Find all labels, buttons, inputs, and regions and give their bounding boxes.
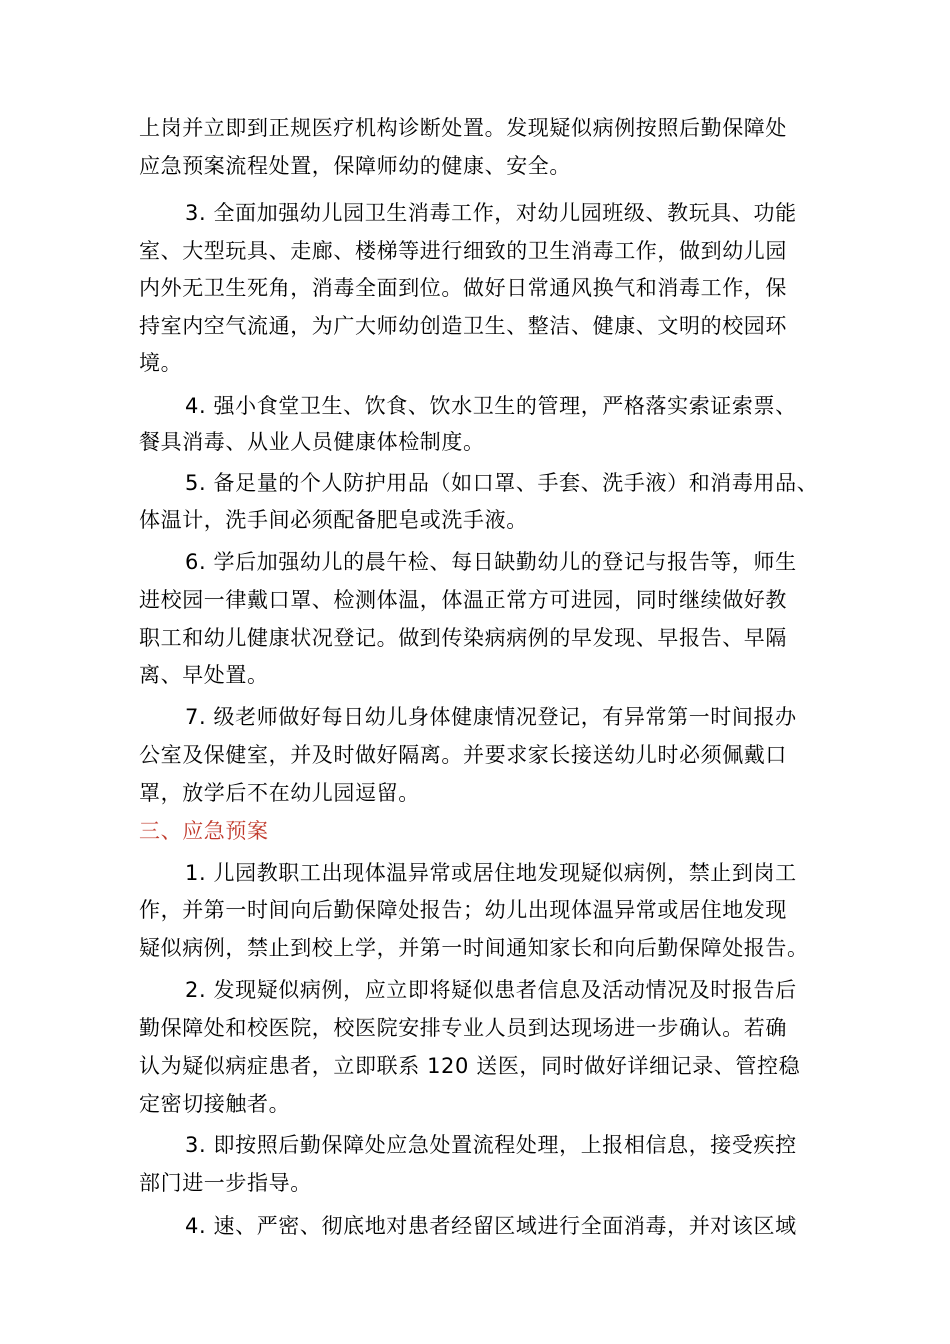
body-line: 认为疑似病症患者，立即联系 120 送医，同时做好详细记录、管控稳: [139, 1054, 801, 1078]
body-line: 室、大型玩具、走廊、楼梯等进行细致的卫生消毒工作，做到幼儿园: [139, 239, 787, 263]
body-line: 定密切接触者。: [139, 1092, 291, 1116]
plan-3-line: 3. 即按照后勤保障处应急处置流程处理，上报相信息，接受疾控: [185, 1133, 797, 1157]
paragraph-3-line: 3. 全面加强幼儿园卫生消毒工作，对幼儿园班级、教玩具、功能: [185, 201, 797, 225]
section-heading: 三、应急预案: [139, 819, 269, 843]
body-line: 内外无卫生死角，消毒全面到位。做好日常通风换气和消毒工作，保: [139, 276, 787, 300]
plan-1-line: 1. 儿园教职工出现体温异常或居住地发现疑似病例，禁止到岗工: [185, 861, 797, 885]
body-line: 职工和幼儿健康状况登记。做到传染病病例的早发现、早报告、早隔: [139, 626, 787, 650]
body-line: 公室及保健室，并及时做好隔离。并要求家长接送幼儿时必须佩戴口: [139, 743, 787, 767]
paragraph-6-line: 6. 学后加强幼儿的晨午检、每日缺勤幼儿的登记与报告等，师生: [185, 550, 797, 574]
paragraph-7-line: 7. 级老师做好每日幼儿身体健康情况登记，有异常第一时间报办: [185, 705, 797, 729]
body-line: 餐具消毒、从业人员健康体检制度。: [139, 430, 485, 454]
body-line: 勤保障处和校医院，校医院安排专业人员到达现场进一步确认。若确: [139, 1016, 787, 1040]
plan-4-line: 4. 速、严密、彻底地对患者经留区域进行全面消毒，并对该区域: [185, 1214, 797, 1238]
body-line: 上岗并立即到正规医疗机构诊断处置。发现疑似病例按照后勤保障处: [139, 116, 787, 140]
plan-2-line: 2. 发现疑似病例，应立即将疑似患者信息及活动情况及时报告后: [185, 978, 797, 1002]
body-line: 应急预案流程处置，保障师幼的健康、安全。: [139, 154, 571, 178]
body-line: 持室内空气流通，为广大师幼创造卫生、整洁、健康、文明的校园环: [139, 314, 787, 338]
body-line: 部门进一步指导。: [139, 1171, 312, 1195]
body-line: 离、早处置。: [139, 663, 269, 687]
body-line: 境。: [139, 351, 183, 375]
body-line: 体温计，洗手间必须配备肥皂或洗手液。: [139, 508, 528, 532]
body-line: 罩，放学后不在幼儿园逗留。: [139, 781, 420, 805]
paragraph-4-line: 4. 强小食堂卫生、饮食、饮水卫生的管理，严格落实索证索票、: [185, 394, 797, 418]
paragraph-5-line: 5. 备足量的个人防护用品（如口罩、手套、洗手液）和消毒用品、: [185, 471, 819, 495]
body-line: 进校园一律戴口罩、检测体温，体温正常方可进园，同时继续做好教: [139, 588, 787, 612]
body-line: 疑似病例，禁止到校上学，并第一时间通知家长和向后勤保障处报告。: [139, 936, 809, 960]
body-line: 作，并第一时间向后勤保障处报告；幼儿出现体温异常或居住地发现: [139, 898, 787, 922]
